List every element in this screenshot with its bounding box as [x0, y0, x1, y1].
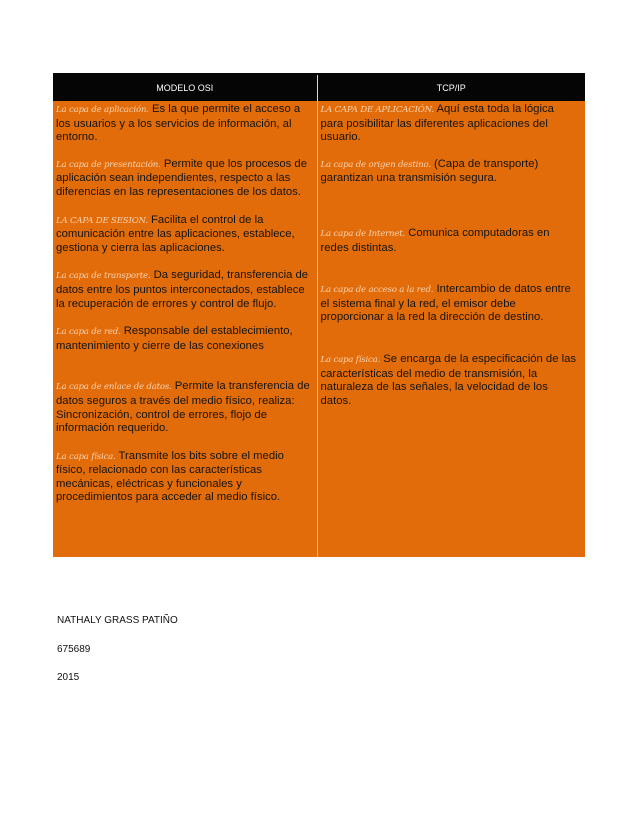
layer-label: La capa de presentación.: [56, 159, 161, 170]
header-osi: MODELO OSI: [53, 74, 317, 101]
table-body-row: [53, 101, 585, 557]
tcpip-layer-network-access: [321, 283, 580, 325]
layer-description: Comunica computadoras en redes distintas.: [320, 226, 550, 254]
tcpip-column: [317, 101, 585, 557]
layer-label: La capa de red.: [56, 327, 121, 338]
layer-description: Aquí esta toda la lógica para posibilitar las diferentes aplicaciones del usuario.: [320, 103, 554, 144]
tcpip-layer-internet: [321, 227, 580, 255]
layer-label: La capa física.: [56, 451, 116, 462]
layer-description: (Capa de transporte) garantizan una transmisión segura.: [320, 157, 539, 185]
layer-description: Permite que los procesos de aplicación sean independientes, respecto a las diferencias en las representaciones de los datos.: [56, 157, 307, 198]
osi-layer-presentation: [56, 158, 311, 200]
layer-description: Facilita el control de la comunicación entre las aplicaciones, establece, gestiona y cierra las aplicaciones.: [56, 213, 295, 254]
layer-label: La capa de acceso a la red.: [320, 285, 434, 296]
layer-label: La capa de Internet.: [320, 228, 406, 239]
document-year: 2015: [57, 672, 80, 683]
layer-description: Da seguridad, transferencia de datos entre los puntos interconectados, establece la recuperación de errores y control de flujo.: [56, 269, 309, 310]
osi-layer-session: [56, 214, 311, 256]
student-id: 675689: [57, 644, 91, 655]
layer-description: Permite la transferencia de datos seguros a través del medio físico, realiza: Sincronización, control de errores, flojo de información requerido.: [56, 380, 310, 435]
layer-label: La capa de enlace de datos.: [56, 382, 172, 393]
layer-label: LA CAPA DE APLICACIÓN.: [320, 105, 434, 115]
osi-layer-transport: [56, 269, 311, 311]
header-tcpip: TCP/IP: [317, 74, 585, 101]
tcpip-layer-application: [321, 103, 580, 145]
layer-label: LA CAPA DE SESION.: [56, 215, 148, 226]
layer-label: La capa de aplicación.: [56, 105, 149, 115]
tcpip-layer-transport: [321, 158, 580, 186]
osi-layer-physical: [56, 450, 311, 505]
tcpip-layer-physical: [321, 353, 580, 408]
layer-label: La capa de origen destino.: [320, 159, 431, 170]
osi-layer-application: [56, 103, 311, 145]
layer-label: La capa física.: [320, 354, 381, 365]
layer-description: Es la que permite el acceso a los usuarios y a los servicios de información, al entorno.: [56, 103, 301, 144]
comparison-table: [53, 73, 585, 557]
table-header-row: [53, 74, 585, 101]
layer-label: La capa de transporte.: [56, 271, 151, 282]
layer-description: Intercambio de datos entre el sistema final y la red, el emisor debe proporcionar a la red la dirección de destino.: [320, 283, 571, 324]
layer-description: Se encarga de la especificación de las características del medio de transmisión, la naturaleza de las señales, la velocidad de los datos.: [320, 352, 577, 407]
osi-layer-data-link: [56, 380, 311, 435]
osi-layer-network: [56, 325, 311, 353]
author-name: NATHALY GRASS PATIÑO: [57, 615, 178, 626]
layer-description: Responsable del establecimiento, mantenimiento y cierre de las conexiones: [56, 325, 293, 352]
layer-description: Transmite los bits sobre el medio físico, relacionado con las características mecánicas, eléctricas y funcionales y procedimientos para acceder al medio físico.: [56, 449, 284, 504]
osi-column: [53, 101, 317, 557]
